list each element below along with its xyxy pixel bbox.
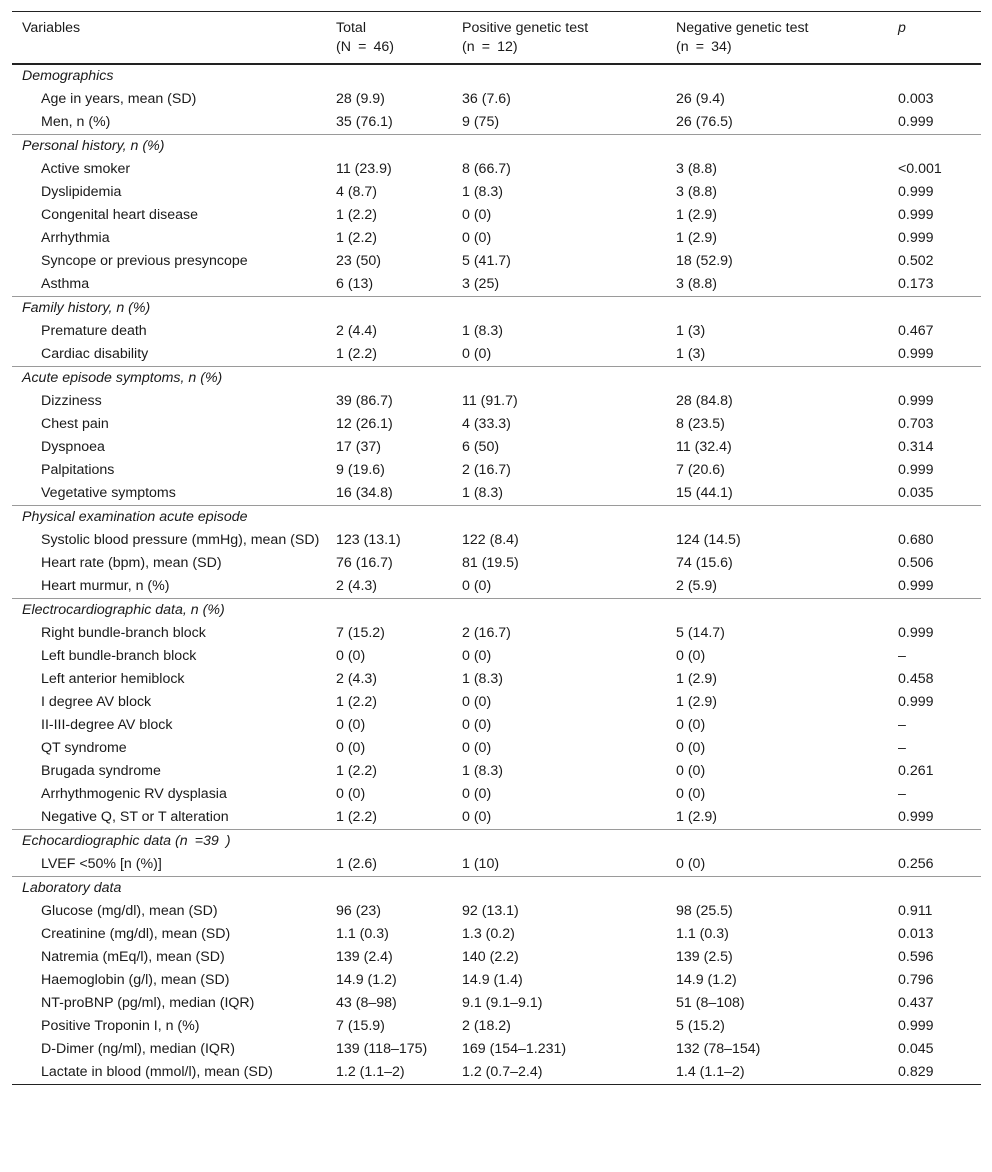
cell-p-value: 0.502 [898, 253, 934, 269]
cell-positive: 0 (0) [462, 207, 492, 223]
cell-positive: 2 (18.2) [462, 1018, 511, 1034]
section-title: Electrocardiographic data, n (%) [12, 599, 981, 623]
header-total-n: (N = 46) [336, 39, 394, 55]
cell-negative: 14.9 (1.2) [676, 972, 737, 988]
section-header-row [12, 135, 981, 159]
cell-negative: 139 (2.5) [676, 949, 733, 965]
cell-positive: 0 (0) [462, 648, 492, 664]
cell-total: 1 (2.2) [336, 207, 378, 223]
section-title: Echocardiographic data (n =39 ) [12, 830, 981, 854]
cell-p-value: 0.458 [898, 671, 934, 687]
table-row [12, 737, 981, 760]
cell-variable: Heart murmur, n (%) [41, 578, 170, 594]
cell-positive: 0 (0) [462, 578, 492, 594]
cell-variable: LVEF <50% [n (%)] [41, 856, 162, 872]
cell-positive: 0 (0) [462, 717, 492, 733]
section-header-row [12, 599, 981, 623]
cell-positive: 0 (0) [462, 740, 492, 756]
table-container [12, 11, 981, 1085]
cell-variable: Systolic blood pressure (mmHg), mean (SD) [41, 532, 320, 548]
section-title: Demographics [22, 68, 114, 84]
cell-positive: 1 (10) [462, 856, 500, 872]
cell-total: 0 (0) [336, 717, 366, 733]
cell-variable: Age in years, mean (SD) [41, 91, 197, 107]
header-negative-label: Negative genetic test [676, 20, 809, 36]
cell-negative: 0 (0) [676, 763, 706, 779]
cell-p-value: 0.999 [898, 184, 934, 200]
cell-variable: Heart rate (bpm), mean (SD) [41, 555, 222, 571]
cell-p-value: – [898, 740, 906, 756]
header-variables: Variables [22, 20, 81, 36]
cell-variable: Glucose (mg/dl), mean (SD) [41, 903, 218, 919]
cell-total: 139 (118–175) [336, 1041, 428, 1057]
table-header [12, 12, 981, 65]
cell-total: 39 (86.7) [336, 393, 393, 409]
cell-positive: 1.2 (0.7–2.4) [452, 1061, 666, 1085]
cell-negative: 8 (23.5) [676, 416, 725, 432]
cell-p-value: 0.999 [898, 694, 934, 710]
table-row [12, 575, 981, 599]
cell-p-value: – [898, 648, 906, 664]
cell-positive: 0 (0) [462, 230, 492, 246]
cell-variable: NT-proBNP (pg/ml), median (IQR) [41, 995, 255, 1011]
cell-p-value: 0.703 [898, 416, 934, 432]
table-row [12, 969, 981, 992]
cell-total: 1 (2.2) [336, 763, 378, 779]
cell-total: 28 (9.9) [336, 91, 385, 107]
header-positive [452, 12, 666, 65]
cell-negative: 1.1 (0.3) [676, 926, 729, 942]
cell-variable: Congenital heart disease [41, 207, 198, 223]
cell-total: 23 (50) [336, 253, 381, 269]
cell-negative: 28 (84.8) [676, 393, 733, 409]
cell-total: 1 (2.2) [336, 809, 378, 825]
table-row [12, 714, 981, 737]
cell-positive: 0 (0) [462, 346, 492, 362]
cell-p-value: 0.437 [898, 995, 934, 1011]
cell-variable: Brugada syndrome [41, 763, 161, 779]
cell-positive: 6 (50) [462, 439, 500, 455]
cell-positive: 5 (41.7) [462, 253, 511, 269]
cell-positive: 2 (16.7) [462, 462, 511, 478]
table-row [12, 1015, 981, 1038]
cell-positive: 11 (91.7) [462, 393, 518, 409]
table-row [12, 111, 981, 135]
table-row [12, 946, 981, 969]
header-p: p [898, 20, 906, 36]
table-row [12, 273, 981, 297]
cell-variable: Left bundle-branch block [41, 648, 197, 664]
data-table [12, 11, 981, 1085]
cell-p-value: 0.999 [898, 625, 934, 641]
table-row [12, 158, 981, 181]
cell-negative: 18 (52.9) [676, 253, 733, 269]
cell-total: 7 (15.9) [336, 1018, 385, 1034]
cell-variable: Asthma [41, 276, 90, 292]
cell-negative: 5 (15.2) [676, 1018, 725, 1034]
cell-negative: 1 (2.9) [676, 207, 718, 223]
cell-p-value: 0.999 [898, 393, 934, 409]
cell-total: 4 (8.7) [336, 184, 378, 200]
cell-negative: 51 (8–108) [676, 995, 745, 1011]
cell-variable: Vegetative symptoms [41, 485, 176, 501]
cell-variable: Dyslipidemia [41, 184, 122, 200]
cell-negative: 11 (32.4) [676, 439, 732, 455]
table-row [12, 413, 981, 436]
cell-negative: 3 (8.8) [676, 184, 718, 200]
cell-total: 2 (4.3) [336, 578, 378, 594]
cell-total: 43 (8–98) [336, 995, 397, 1011]
cell-negative: 0 (0) [676, 648, 706, 664]
cell-positive: 0 (0) [462, 809, 492, 825]
section-title: Laboratory data [12, 877, 981, 901]
cell-total: 1 (2.2) [336, 694, 378, 710]
cell-total: 139 (2.4) [336, 949, 393, 965]
cell-p-value: 0.999 [898, 809, 934, 825]
section-header-row [12, 297, 981, 321]
cell-total: 1 (2.2) [336, 230, 378, 246]
cell-variable: I degree AV block [41, 694, 152, 710]
cell-p-value: 0.256 [898, 856, 934, 872]
cell-p-value: 0.999 [898, 462, 934, 478]
cell-variable: Haemoglobin (g/l), mean (SD) [41, 972, 230, 988]
cell-positive: 1.3 (0.2) [462, 926, 515, 942]
cell-negative: 7 (20.6) [676, 462, 725, 478]
cell-negative: 1 (3) [676, 323, 706, 339]
table-row [12, 181, 981, 204]
cell-positive: 1 (8.3) [462, 184, 504, 200]
cell-total: 6 (13) [336, 276, 374, 292]
table-row [12, 88, 981, 111]
cell-positive: 92 (13.1) [462, 903, 519, 919]
section-header-row [12, 506, 981, 530]
cell-positive: 1 (8.3) [462, 485, 504, 501]
cell-negative: 1 (2.9) [676, 809, 718, 825]
cell-positive: 140 (2.2) [462, 949, 519, 965]
cell-p-value: 0.796 [898, 972, 934, 988]
header-total [326, 12, 452, 65]
cell-p-value: 0.999 [898, 114, 934, 130]
cell-total: 0 (0) [336, 648, 366, 664]
cell-positive: 169 (154–1.231) [462, 1041, 567, 1057]
cell-negative: 1 (2.9) [676, 671, 718, 687]
cell-total: 1.1 (0.3) [336, 926, 389, 942]
cell-total: 76 (16.7) [336, 555, 393, 571]
table-row [12, 227, 981, 250]
table-row [12, 482, 981, 506]
cell-variable: QT syndrome [41, 740, 127, 756]
cell-p-value: 0.013 [898, 926, 934, 942]
header-positive-n: (n = 12) [462, 39, 518, 55]
cell-total: 16 (34.8) [336, 485, 393, 501]
cell-variable: Cardiac disability [41, 346, 149, 362]
cell-variable: Premature death [41, 323, 147, 339]
cell-total: 17 (37) [336, 439, 381, 455]
cell-p-value: 0.506 [898, 555, 934, 571]
cell-negative: 15 (44.1) [676, 485, 733, 501]
table-row [12, 691, 981, 714]
cell-p-value: 0.596 [898, 949, 934, 965]
cell-p-value: 0.911 [898, 903, 933, 919]
cell-variable: Lactate in blood (mmol/l), mean (SD) [12, 1061, 326, 1085]
cell-positive: 36 (7.6) [462, 91, 511, 107]
section-header-row [12, 64, 981, 88]
cell-variable: Positive Troponin I, n (%) [41, 1018, 200, 1034]
cell-variable: Right bundle-branch block [41, 625, 206, 641]
cell-positive: 1 (8.3) [462, 763, 504, 779]
cell-total: 0 (0) [336, 740, 366, 756]
cell-total: 9 (19.6) [336, 462, 385, 478]
cell-p-value: 0.999 [898, 346, 934, 362]
section-title: Physical examination acute episode [12, 506, 981, 530]
section-header-row [12, 367, 981, 391]
header-row [12, 12, 981, 65]
cell-positive: 2 (16.7) [462, 625, 511, 641]
section-title: Acute episode symptoms, n (%) [12, 367, 981, 391]
table-row [12, 668, 981, 691]
cell-positive: 1 (8.3) [462, 323, 504, 339]
header-negative [666, 12, 888, 65]
cell-p-value: 0.829 [888, 1061, 981, 1085]
cell-negative: 1.4 (1.1–2) [666, 1061, 888, 1085]
cell-variable: Negative Q, ST or T alteration [41, 809, 229, 825]
cell-total: 2 (4.4) [336, 323, 378, 339]
cell-total: 2 (4.3) [336, 671, 378, 687]
table-row [12, 900, 981, 923]
cell-total: 12 (26.1) [336, 416, 393, 432]
cell-positive: 122 (8.4) [462, 532, 519, 548]
cell-p-value: 0.035 [898, 485, 934, 501]
cell-negative: 0 (0) [676, 786, 706, 802]
cell-negative: 1 (2.9) [676, 694, 718, 710]
table-row [12, 204, 981, 227]
cell-p-value: 0.261 [898, 763, 934, 779]
cell-total: 14.9 (1.2) [336, 972, 397, 988]
cell-p-value: 0.003 [898, 91, 934, 107]
table-row [12, 1061, 981, 1085]
table-row [12, 622, 981, 645]
table-row [12, 390, 981, 413]
cell-variable: II-III-degree AV block [41, 717, 173, 733]
cell-p-value: 0.999 [898, 578, 934, 594]
table-row [12, 436, 981, 459]
table-row [12, 320, 981, 343]
cell-p-value: 0.045 [898, 1041, 934, 1057]
cell-total: 0 (0) [336, 786, 366, 802]
cell-p-value: 0.999 [898, 230, 934, 246]
table-row [12, 250, 981, 273]
cell-positive: 1 (8.3) [462, 671, 504, 687]
cell-negative: 3 (8.8) [676, 276, 718, 292]
cell-p-value: 0.173 [898, 276, 934, 292]
cell-p-value: 0.680 [898, 532, 934, 548]
cell-p-value: 0.467 [898, 323, 934, 339]
cell-variable: Men, n (%) [41, 114, 111, 130]
cell-variable: Syncope or previous presyncope [41, 253, 248, 269]
table-row [12, 1038, 981, 1061]
section-header-row [12, 830, 981, 854]
table-row [12, 923, 981, 946]
header-total-label: Total [336, 20, 366, 36]
table-row [12, 529, 981, 552]
cell-negative: 132 (78–154) [676, 1041, 761, 1057]
section-header-row [12, 877, 981, 901]
table-row [12, 760, 981, 783]
cell-negative: 3 (8.8) [676, 161, 718, 177]
cell-positive: 8 (66.7) [462, 161, 511, 177]
header-negative-n: (n = 34) [676, 39, 732, 55]
cell-variable: Arrhythmia [41, 230, 110, 246]
section-title: Personal history, n (%) [12, 135, 981, 159]
cell-total: 1 (2.6) [336, 856, 378, 872]
cell-positive: 9 (75) [462, 114, 500, 130]
cell-p-value: 0.999 [898, 1018, 934, 1034]
cell-negative: 1 (2.9) [676, 230, 718, 246]
cell-positive: 14.9 (1.4) [462, 972, 523, 988]
cell-negative: 26 (9.4) [676, 91, 725, 107]
table-body [12, 64, 981, 1085]
table-row [12, 992, 981, 1015]
cell-positive: 9.1 (9.1–9.1) [462, 995, 543, 1011]
cell-total: 96 (23) [336, 903, 381, 919]
cell-p-value: 0.314 [898, 439, 934, 455]
cell-p-value: 0.999 [898, 207, 934, 223]
table-row [12, 343, 981, 367]
cell-variable: Dizziness [41, 393, 102, 409]
table-row [12, 853, 981, 877]
table-row [12, 552, 981, 575]
cell-variable: Natremia (mEq/l), mean (SD) [41, 949, 225, 965]
cell-variable: Palpitations [41, 462, 115, 478]
cell-total: 11 (23.9) [336, 161, 392, 177]
cell-total: 1.2 (1.1–2) [326, 1061, 452, 1085]
cell-p-value: – [898, 717, 906, 733]
cell-p-value: – [898, 786, 906, 802]
cell-variable: Creatinine (mg/dl), mean (SD) [41, 926, 231, 942]
cell-p-value: <0.001 [898, 161, 942, 177]
header-positive-label: Positive genetic test [462, 20, 589, 36]
section-title: Family history, n (%) [12, 297, 981, 321]
cell-variable: Active smoker [41, 161, 131, 177]
cell-total: 1 (2.2) [336, 346, 378, 362]
cell-positive: 81 (19.5) [462, 555, 519, 571]
table-row [12, 645, 981, 668]
cell-positive: 0 (0) [462, 786, 492, 802]
cell-negative: 0 (0) [676, 717, 706, 733]
cell-negative: 0 (0) [676, 740, 706, 756]
cell-negative: 124 (14.5) [676, 532, 741, 548]
table-row [12, 806, 981, 830]
cell-negative: 1 (3) [676, 346, 706, 362]
table-row [12, 459, 981, 482]
cell-negative: 74 (15.6) [676, 555, 733, 571]
cell-negative: 5 (14.7) [676, 625, 725, 641]
cell-variable: Chest pain [41, 416, 109, 432]
cell-negative: 2 (5.9) [676, 578, 718, 594]
cell-variable: Arrhythmogenic RV dysplasia [41, 786, 227, 802]
table-row [12, 783, 981, 806]
cell-total: 123 (13.1) [336, 532, 401, 548]
cell-variable: Left anterior hemiblock [41, 671, 185, 687]
cell-positive: 4 (33.3) [462, 416, 511, 432]
cell-positive: 3 (25) [462, 276, 500, 292]
cell-total: 7 (15.2) [336, 625, 385, 641]
cell-variable: Dyspnoea [41, 439, 105, 455]
cell-negative: 26 (76.5) [676, 114, 733, 130]
cell-variable: D-Dimer (ng/ml), median (IQR) [41, 1041, 235, 1057]
cell-negative: 0 (0) [676, 856, 706, 872]
cell-negative: 98 (25.5) [676, 903, 733, 919]
cell-total: 35 (76.1) [336, 114, 393, 130]
cell-positive: 0 (0) [462, 694, 492, 710]
